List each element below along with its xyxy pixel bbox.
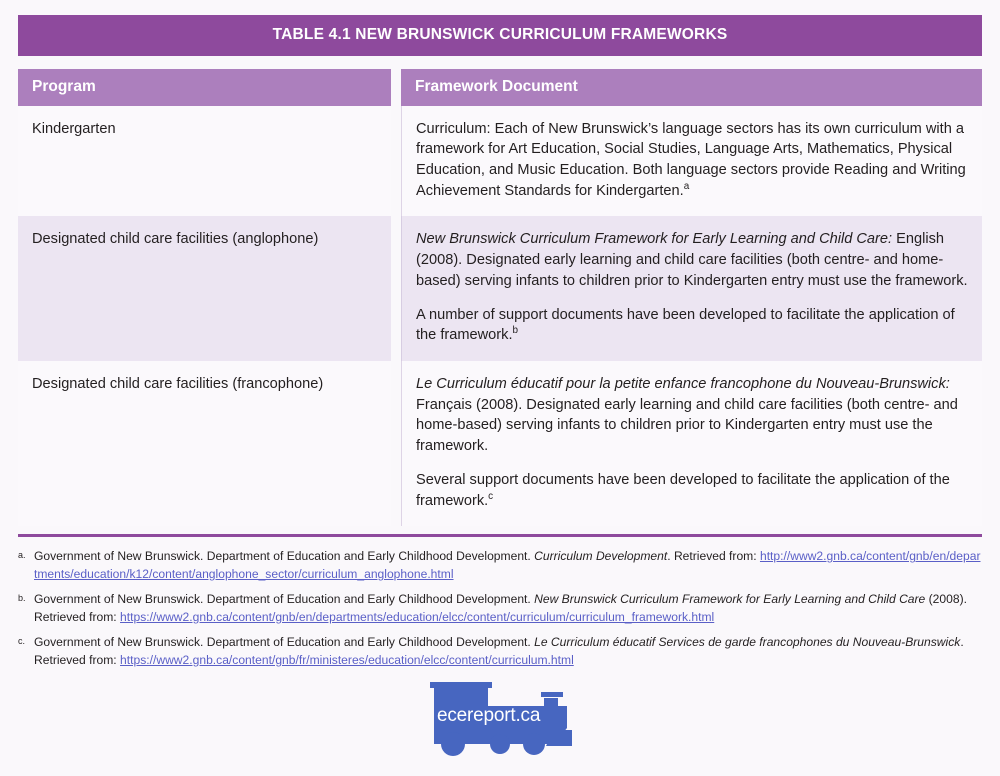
footnote-text <box>34 591 982 627</box>
footnote-marker: c. <box>18 635 26 646</box>
footnote-marker: b. <box>18 593 26 604</box>
paragraph-text: A number of support documents have been developed to facilitate the application of the framework. <box>416 306 955 344</box>
cell-gap <box>391 106 401 217</box>
column-header-program: Program <box>18 69 391 106</box>
footnote-marker: a <box>683 180 690 192</box>
cell-gap <box>391 216 401 361</box>
table-row <box>18 106 982 217</box>
paragraph-italic-lead: New Brunswick Curriculum Framework for Early Learning and Child Care: <box>416 231 893 248</box>
table-body <box>18 106 982 527</box>
paragraph <box>416 305 968 346</box>
footnote-text <box>34 634 982 670</box>
paragraph-text: Français (2008). Designated early learning and child care facilities (both centre- and home-based) serving infants to children prior to Kindergarten entry must use the framework. <box>416 396 958 455</box>
footnote-link[interactable]: https://www2.gnb.ca/content/gnb/fr/ministeres/education/elcc/content/curriculum.html <box>120 652 574 667</box>
footnotes <box>18 548 982 669</box>
paragraph <box>416 470 968 511</box>
footnote-text-before: Government of New Brunswick. Department of Education and Early Childhood Development. <box>34 592 535 607</box>
footnote-item <box>18 591 982 627</box>
wheel-icon <box>523 733 545 755</box>
cell-program: Kindergarten <box>18 106 391 217</box>
footnote-title-italic: Le Curriculum éducatif Services de garde francophones du Nouveau-Brunswick <box>534 634 961 649</box>
wheel-icon <box>490 734 510 754</box>
footnote-text-before: Government of New Brunswick. Department of Education and Early Childhood Development. <box>34 634 535 649</box>
column-gap <box>391 69 401 106</box>
footnote-title-italic: Curriculum Development <box>534 549 668 564</box>
footnote-item <box>18 548 982 584</box>
logo-label: ecereport.ca <box>437 705 541 726</box>
wheel-icon <box>441 732 465 756</box>
table-row <box>18 216 982 361</box>
cell-program: Designated child care facilities (francophone) <box>18 361 391 526</box>
footnote-text-before: Government of New Brunswick. Department of Education and Early Childhood Development. <box>34 549 535 564</box>
footnote-text-middle: . Retrieved from: <box>667 549 760 564</box>
table-bottom-rule <box>18 534 982 537</box>
paragraph <box>416 374 968 457</box>
column-header-framework-document: Framework Document <box>401 69 982 106</box>
paragraph <box>416 119 968 202</box>
cell-gap <box>391 361 401 526</box>
table-header-row <box>18 69 982 106</box>
footnote-marker: b <box>512 325 519 337</box>
footnote-text-middle: (2008). Retrieved from: <box>34 592 967 624</box>
paragraph-text: English (2008). Designated early learning and child care facilities (both centre- and home-based) serving infants to children prior to Kindergarten entry must use the framework. <box>416 231 968 289</box>
footnote-marker: a. <box>18 550 26 561</box>
table-title: TABLE 4.1 NEW BRUNSWICK CURRICULUM FRAMEWORKS <box>18 15 982 56</box>
paragraph <box>416 229 968 291</box>
footnote-text-middle: . Retrieved from: <box>34 634 964 667</box>
footnote-text <box>34 548 982 584</box>
footnote-link[interactable]: https://www2.gnb.ca/content/gnb/en/departments/education/elcc/content/curriculum/curriculum_framework.html <box>120 609 715 624</box>
cell-framework-document <box>401 216 982 361</box>
paragraph-text: Several support documents have been developed to facilitate the application of the framework. <box>416 471 950 509</box>
cell-framework-document <box>401 361 982 526</box>
cell-program: Designated child care facilities (anglophone) <box>18 216 391 361</box>
table-row <box>18 361 982 526</box>
footnote-item <box>18 634 982 670</box>
footnote-title-italic: New Brunswick Curriculum Framework for Early Learning and Child Care <box>534 592 926 607</box>
footnote-link[interactable]: http://www2.gnb.ca/content/gnb/en/departments/education/k12/content/anglophone_sector/curriculum_anglophone.html <box>34 549 981 582</box>
curriculum-frameworks-table <box>18 69 982 527</box>
site-logo <box>0 668 1000 764</box>
footnote-marker: c <box>488 490 494 502</box>
paragraph-italic-lead: Le Curriculum éducatif pour la petite enfance francophone du Nouveau-Brunswick: <box>416 375 950 392</box>
paragraph-text: Curriculum: Each of New Brunswick’s language sectors has its own curriculum with a framework for Art Education, Social Studies, Language Arts, Mathematics, Physical Education, and Music Education. Both language sectors provide Reading and Writing Achievement Standards for Kindergarten. <box>416 120 966 199</box>
cell-framework-document <box>401 106 982 217</box>
